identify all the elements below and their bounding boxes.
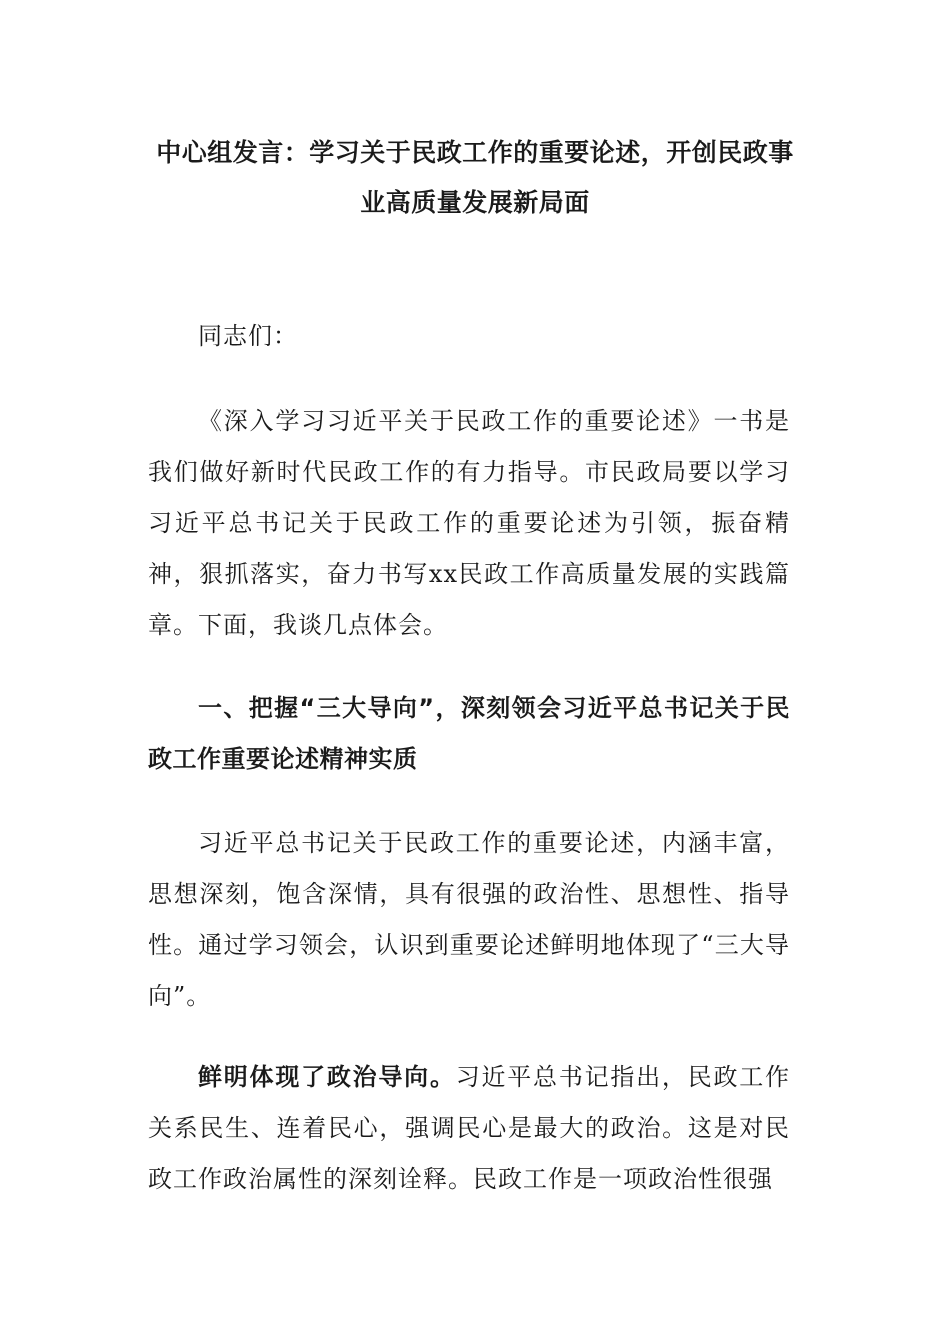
point-1-text: 习近平总书记指出，民政工作关系民生、连着民心，强调民心是最大的政治。这是对民政工作政治属性的深刻诠释。民政工作是一项政治性很强: [148, 1063, 791, 1193]
point-1-paragraph: [148, 1052, 790, 1205]
intro-paragraph: 《深入学习习近平关于民政工作的重要论述》一书是我们做好新时代民政工作的有力指导。市民政局要以学习习近平总书记关于民政工作的重要论述为引领，振奋精神，狠抓落实，奋力书写xx民政工作高质量发展的实践篇章。下面，我谈几点体会。: [148, 407, 790, 639]
salutation: 同志们：: [198, 322, 298, 350]
point-1-lead: 鲜明体现了政治导向。: [198, 1063, 456, 1091]
section-1-heading: 一、把握“三大导向”，深刻领会习近平总书记关于民政工作重要论述精神实质: [148, 694, 790, 773]
section-1-paragraph: 习近平总书记关于民政工作的重要论述，内涵丰富，思想深刻，饱含深情，具有很强的政治性、思想性、指导性。通过学习领会，认识到重要论述鲜明地体现了“三大导向”。: [148, 829, 790, 1010]
document-title: 中心组发言：学习关于民政工作的重要论述，开创民政事业高质量发展新局面: [156, 138, 794, 217]
